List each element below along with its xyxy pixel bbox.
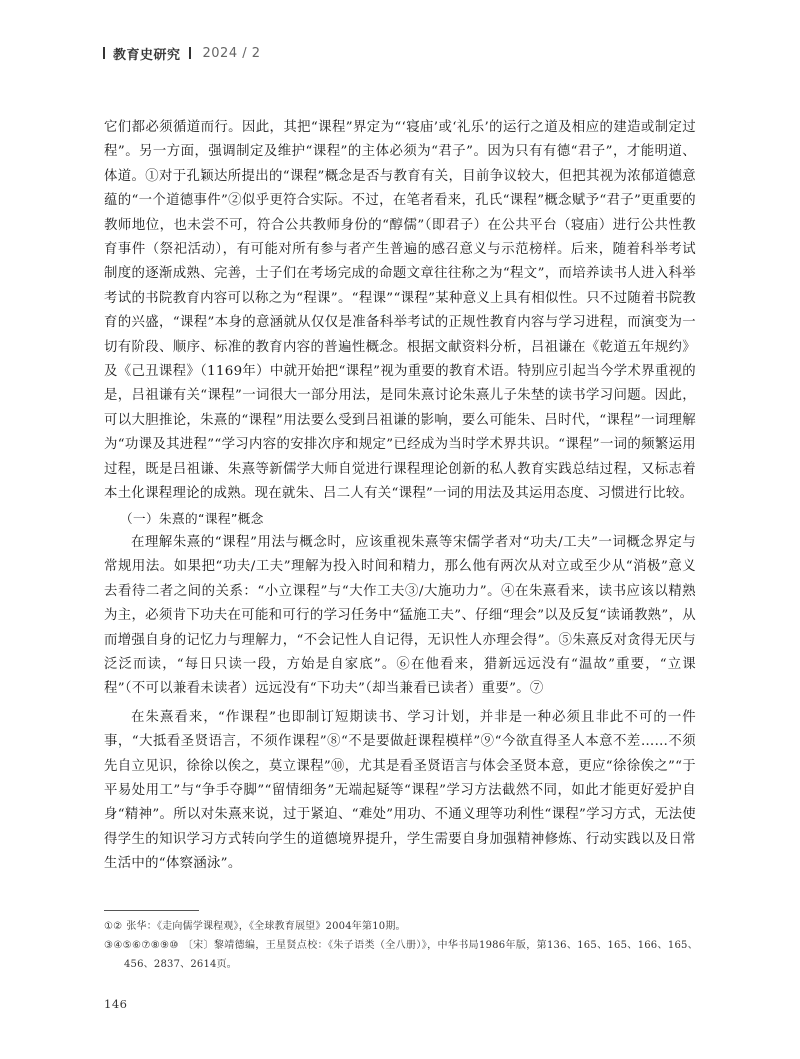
running-header (103, 42, 261, 64)
journal-title: 教育史研究 (113, 47, 181, 63)
footnote (104, 917, 698, 936)
article-body (104, 116, 696, 877)
footnote-divider (104, 910, 199, 911)
page-number: 146 (104, 997, 128, 1011)
footnote-text: 张华：《走向儒学课程观》，《全球教育展望》2004年第10期。 (126, 921, 406, 932)
header-bar-left (103, 47, 105, 59)
footnotes (104, 917, 698, 974)
footnote-text: 〔宋〕黎靖德编，王星贤点校：《朱子语类（全八册）》，中华书局1986年版，第136、165、165、166、165、456、2837、2614页。 (124, 940, 698, 970)
footnote-marks: ①② (104, 921, 123, 932)
footnote-marks: ③④⑤⑥⑦⑧⑨⑩ (104, 940, 179, 951)
body-paragraph: 在理解朱熹的“课程”用法与概念时，应该重视朱熹等宋儒学者对“功夫/工夫”一词概念界定与常规用法。如果把“功夫/工夫”理解为投入时间和精力，那么他有两次从对立或至少从“消极”意义去看待二者之间的关系：“小立课程”与“大作工夫③/大施功力”。④在朱熹看来，读书应该以精熟为主，必须肯下功夫在可能和可行的学习任务中“猛施工夫”、仔细“理会”以及反复“读诵教熟”，从而增强自身的记忆力与理解力，“不会记性人自记得，无识性人亦理会得”。⑤朱熹反对贪得无厌与泛泛而读，“每日只读一段，方始是自家底”。⑥在他看来，猎新远远没有“温故”重要，“立课程”（不可以兼看未读者）远远没有“下功夫”（却当兼看已读者）重要”。⑦ (104, 534, 696, 697)
header-bar-right (189, 47, 191, 59)
body-paragraph: 在朱熹看来，“作课程”也即制订短期读书、学习计划，并非是一种必须且非此不可的一件事，“大抵看圣贤语言，不须作课程”⑧“不是要做赶课程模样”⑨“今欲直得圣人本意不差……不须先自立见识，徐徐以俟之，莫立课程”⑩，尤其是看圣贤语言与体会圣贤本意，更应“徐徐俟之”“于平易处用工”与“争手夺脚”“留情细务”无端起疑等“课程”学习方法截然不同，如此才能更好爱护自身“精神”。所以对朱熹来说，过于紧迫、“难处”用功、不通义理等功利性“课程”学习方式，无法使得学生的知识学习方式转向学生的道德境界提升，学生需要自身加强精神修炼、行动实践以及日常生活中的“体察涵泳”。 (104, 709, 696, 872)
footnote (104, 936, 698, 974)
section-subheading: （一）朱熹的“课程”概念 (120, 510, 264, 526)
issue-number: 2024 / 2 (202, 45, 261, 61)
body-paragraph: 它们都必须循道而行。因此，其把“课程”界定为“‘寝庙’或‘礼乐’的运行之道及相应的建造或制定过程”。另一方面，强调制定及维护“课程”的主体必须为“君子”。因为只有有德“君子”，才能明道、体道。①对于孔颖达所提出的“课程”概念是否与教育有关，目前争议较大，但把其视为浓郁道德意蕴的“一个道德事件”②似乎更符合实际。不过，在笔者看来，孔氏“课程”概念赋予“君子”更重要的教师地位，也未尝不可，符合公共教师身份的“醇儒”（即君子）在公共平台（寝庙）进行公共性教育事件（祭祀活动），有可能对所有参与者产生普遍的感召意义与示范榜样。后来，随着科举考试制度的逐渐成熟、完善，士子们在考场完成的命题文章往往称之为“程文”，而培养读书人进入科举考试的书院教育内容可以称之为“程课”。“程课”“课程”某种意义上具有相似性。只不过随着书院教育的兴盛，“课程”本身的意涵就从仅仅是准备科举考试的正规性教育内容与学习进程，而演变为一切有阶段、顺序、标准的教育内容的普遍性概念。根据文献资料分析，吕祖谦在《乾道五年规约》及《己丑课程》（1169年）中就开始把“课程”视为重要的教育术语。特别应引起当今学术界重视的是，吕祖谦有关“课程”一词很大一部分用法，是同朱熹讨论朱熹儿子朱埜的读书学习问题。因此，可以大胆推论，朱熹的“课程”用法要么受到吕祖谦的影响，要么可能朱、吕时代，“课程”一词理解为“功课及其进程”“学习内容的安排次序和规定”已经成为当时学术界共识。“课程”一词的频繁运用过程，既是吕祖谦、朱熹等新儒学大师自觉进行课程理论创新的私人教育实践总结过程，又标志着本土化课程理论的成熟。现在就朱、吕二人有关“课程”一词的用法及其运用态度、习惯进行比较。 (104, 120, 696, 502)
